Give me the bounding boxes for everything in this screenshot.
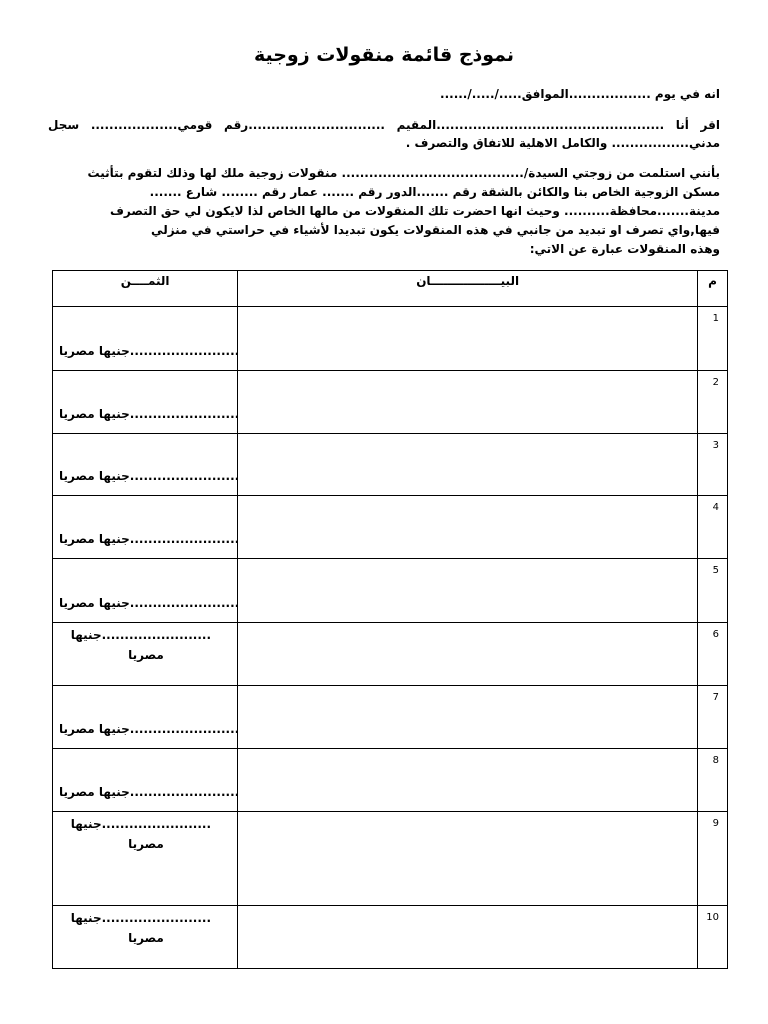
date-line: انه في يوم ..................الموافق...../...../...... [440,87,720,101]
price-text: ........................جنيها مصريا [70,911,211,945]
price-text: ........................جنيها مصريا [59,407,240,421]
row-number-cell [697,812,727,906]
price-cell [53,623,238,686]
table-row [53,812,728,906]
row-number: 3 [712,440,719,451]
movables-table [52,270,728,969]
row-number: 5 [712,565,719,576]
table-row [53,686,728,749]
page-title: نموذج قائمة منقولات زوجية [253,44,515,66]
row-number: 7 [712,692,719,703]
price-cell [53,812,238,906]
declaration-word: ..............................رقم [224,118,385,132]
row-number-cell [697,686,727,749]
price-text: ........................جنيها مصريا [59,785,240,799]
price-text: ........................جنيها مصريا [70,628,211,662]
row-number-cell [697,307,727,371]
declaration-word: سجل [48,118,80,132]
row-number: 9 [712,818,719,829]
row-number-cell [697,371,727,434]
price-text: ........................جنيها مصريا [59,722,240,736]
price-text: ........................جنيها مصريا [59,469,240,483]
price-text: ........................جنيها مصريا [70,817,211,851]
table-header-row [53,271,728,307]
receipt-line: بأنني استلمت من زوجتي السيدة/........................................ منقولات زوجية ملك لها وذلك لتقوم بتأثيث [87,166,720,180]
row-number-cell [697,496,727,559]
price-cell [53,496,238,559]
receipt-line: وهذه المنقولات عبارة عن الاتي: [529,242,720,256]
description-cell[interactable] [238,812,698,906]
declaration-line-1 [48,117,720,133]
price-text: ........................جنيها مصريا [59,596,240,610]
price-cell [53,906,238,969]
description-cell[interactable] [238,559,698,623]
header-number: م [697,271,727,307]
price-cell [53,434,238,496]
description-cell[interactable] [238,749,698,812]
row-number-cell [697,749,727,812]
declaration-line-2: مدني................. والكامل الاهلية للاتفاق والتصرف . [405,136,720,150]
table-row [53,307,728,371]
table-row [53,559,728,623]
row-number: 10 [706,912,719,923]
row-number: 1 [712,313,719,324]
price-cell [53,686,238,749]
price-cell [53,749,238,812]
receipt-line: فيها,واي تصرف او تبديد من جانبي في هذه المنقولات يكون تبديدا لأشياء في حراستي في منزلي [151,223,720,237]
price-cell [53,371,238,434]
price-cell [53,307,238,371]
price-cell [53,559,238,623]
header-price: الثمــــن [53,271,238,307]
row-number-cell [697,906,727,969]
description-cell[interactable] [238,906,698,969]
header-description: البيـــــــــــــــــان [238,271,698,307]
row-number: 2 [712,377,719,388]
price-text: ........................جنيها مصريا [59,344,240,358]
declaration-word: قومي................... [90,118,213,132]
price-text: ........................جنيها مصريا [59,532,240,546]
table-row [53,906,728,969]
table-row [53,371,728,434]
table-row [53,434,728,496]
table-row [53,623,728,686]
description-cell[interactable] [238,623,698,686]
row-number-cell [697,559,727,623]
description-cell[interactable] [238,686,698,749]
description-cell[interactable] [238,307,698,371]
row-number: 4 [712,502,719,513]
receipt-line: مسكن الزوجية الخاص بنا والكائن بالشقة رقم .......الدور رقم ....... عمار رقم ........ شارع ....... [149,185,720,199]
description-cell[interactable] [238,496,698,559]
row-number-cell [697,434,727,496]
declaration-word: اقر أنا [675,118,720,132]
description-cell[interactable] [238,371,698,434]
row-number: 6 [712,629,719,640]
table-row [53,496,728,559]
row-number: 8 [712,755,719,766]
row-number-cell [697,623,727,686]
table-row [53,749,728,812]
description-cell[interactable] [238,434,698,496]
declaration-word: ..................................................المقيم [396,118,665,132]
receipt-line: مدينة.......محافظة.......... وحيث انها احضرت تلك المنقولات من مالها الخاص لذا لايكون لي حق التصرف [109,204,720,218]
